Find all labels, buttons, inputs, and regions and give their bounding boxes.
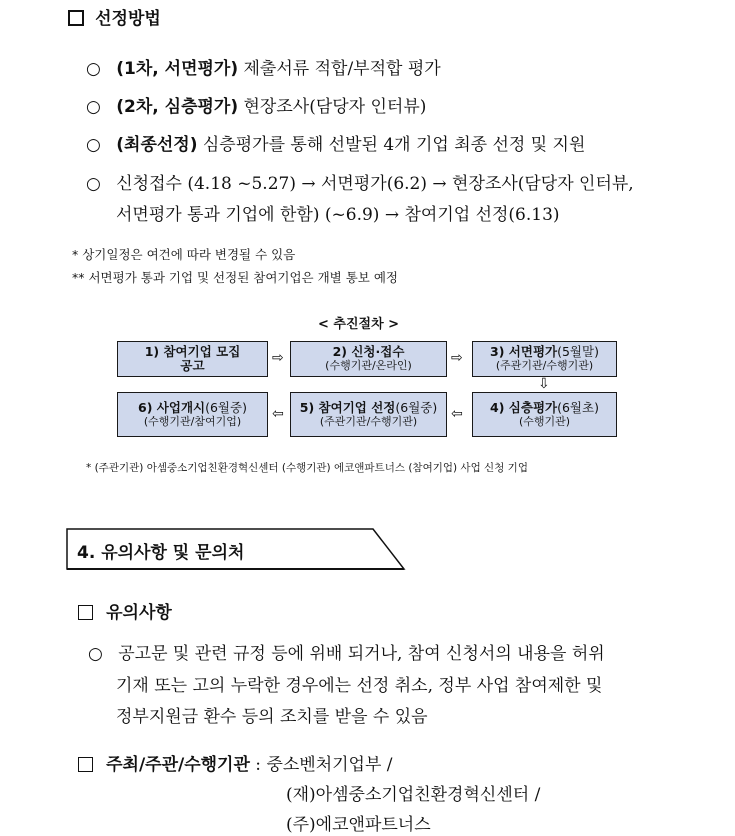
schedule-line-2: 서면평가 통과 기업에 한함) (~6.9) → 참여기업 선정(6.13)	[116, 205, 560, 225]
arrow-down-icon: ⇩	[538, 376, 550, 392]
notice-heading: 유의사항	[78, 598, 172, 623]
process-step-2: 2) 신청·접수 (수행기관/온라인)	[290, 341, 447, 377]
process-step-3: 3) 서면평가(5월말) (주관기관/수행기관)	[472, 341, 617, 377]
process-step-1: 1) 참여기업 모집 공고	[117, 341, 268, 377]
section-4-title: 4. 유의사항 및 문의처	[77, 543, 245, 563]
arrow-right-icon: ⇨	[272, 350, 284, 366]
process-footnote: * (주관기관) 아셈중소기업친환경혁신센터 (수행기관) 에코앤파트너스 (참여기업) 사업 신청 기업	[86, 462, 528, 474]
checkbox-square-icon	[78, 757, 93, 772]
notice-line-2: 기재 또는 고의 누락한 경우에는 선정 취소, 정부 사업 참여제한 및	[116, 676, 603, 696]
arrow-left-icon: ⇦	[451, 406, 463, 422]
selection-heading: 선정방법	[68, 4, 161, 29]
process-title: < 추진절차 >	[318, 317, 400, 332]
note-notification: ** 서면평가 통과 기업 및 선정된 참여기업은 개별 통보 예정	[72, 270, 398, 285]
arrow-left-icon: ⇦	[272, 406, 284, 422]
checkbox-square-icon	[78, 605, 93, 620]
selection-item-1: ○ (1차, 서면평가) 제출서류 적합/부적합 평가	[86, 59, 441, 79]
note-schedule-change: * 상기일정은 여건에 따라 변경될 수 있음	[72, 247, 296, 262]
schedule-line-1: ○ 신청접수 (4.18 ~5.27) → 서면평가(6.2) → 현장조사(담당자 인터뷰,	[86, 174, 634, 194]
selection-item-2: ○ (2차, 심층평가) 현장조사(담당자 인터뷰)	[86, 97, 427, 117]
notice-line-3: 정부지원금 환수 등의 조치를 받을 수 있음	[116, 707, 428, 727]
checkbox-square-icon	[68, 10, 84, 26]
notice-line-1: ○ 공고문 및 관련 규정 등에 위배 되거나, 참여 신청서의 내용을 허위	[88, 644, 605, 664]
bullet: ○	[86, 174, 101, 194]
bullet: ○	[86, 97, 101, 117]
org-line-3: (주)에코앤파트너스	[286, 815, 431, 835]
process-step-5: 5) 참여기업 선정(6월중) (주관기관/수행기관)	[290, 392, 447, 437]
process-step-4: 4) 심층평가(6월초) (수행기관)	[472, 392, 617, 437]
selection-item-3: ○ (최종선정) 심층평가를 통해 선발된 4개 기업 최종 선정 및 지원	[86, 135, 586, 155]
process-step-6: 6) 사업개시(6월중) (수행기관/참여기업)	[117, 392, 268, 437]
bullet: ○	[88, 644, 103, 664]
bullet: ○	[86, 59, 101, 79]
arrow-right-icon: ⇨	[451, 350, 463, 366]
org-line-2: (재)아셈중소기업친환경혁신센터 /	[286, 785, 541, 805]
org-heading: 주최/주관/수행기관 : 중소벤처기업부 /	[78, 750, 393, 775]
bullet: ○	[86, 135, 101, 155]
